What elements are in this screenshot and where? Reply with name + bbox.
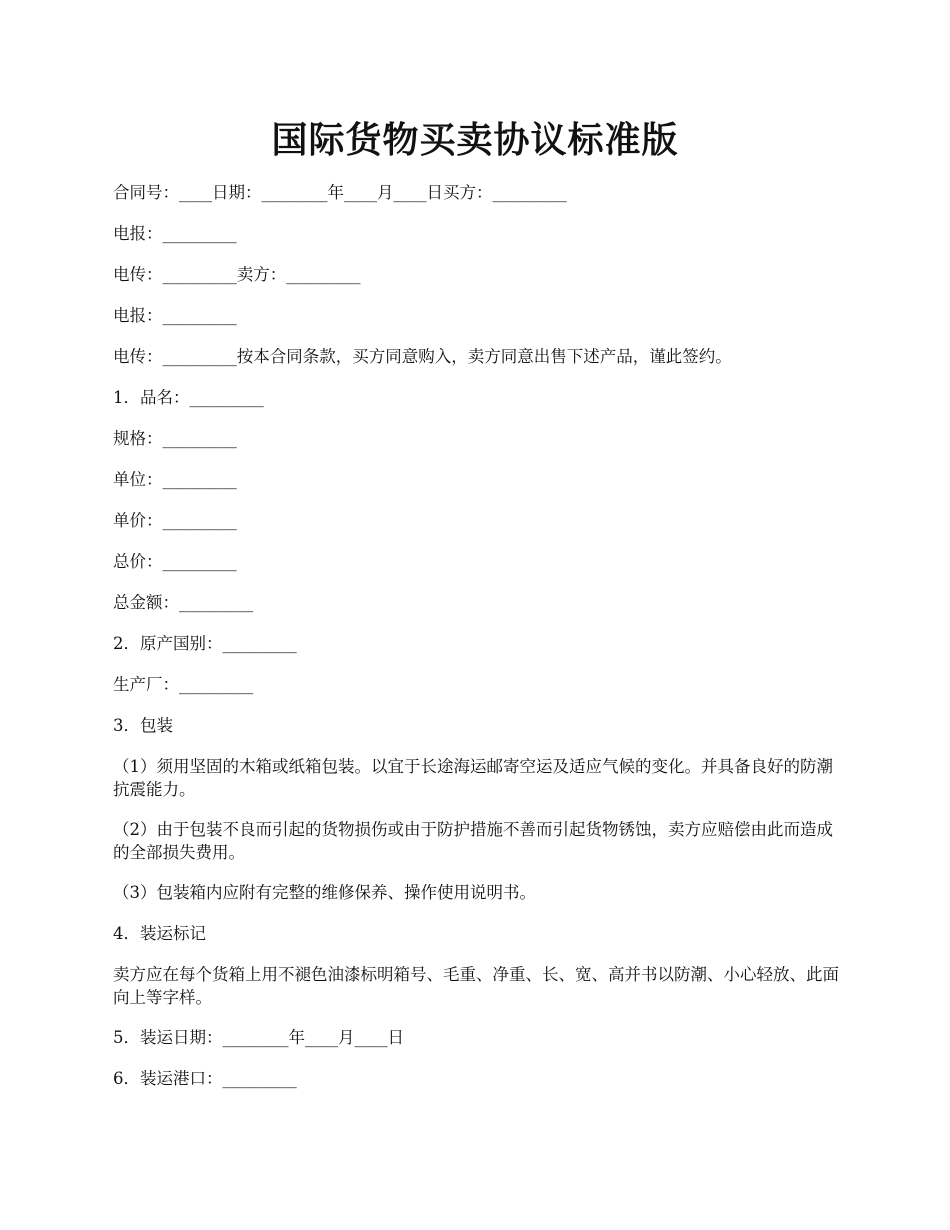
packing-clause-2: （2）由于包装不良而引起的货物损伤或由于防护措施不善而引起货物锈蚀，卖方应赔偿由此而造成的全部损失费用。 [113, 820, 833, 862]
contract-header-line: 合同号：____日期：________年____月____日买方：_________ [113, 183, 567, 202]
unit-price-line: 单价：_________ [113, 511, 237, 530]
packing-clause-1: （1）须用坚固的木箱或纸箱包装。以宜于长途海运邮寄空运及适应气候的变化。并具备良好的防潮抗震能力。 [113, 757, 833, 799]
buyer-fax-seller-line: 电传：_________卖方：_________ [113, 265, 361, 284]
buyer-telegram-line: 电报：_________ [113, 224, 237, 243]
seller-telegram-line: 电报：_________ [113, 306, 237, 325]
unit-line: 单位：_________ [113, 470, 237, 489]
packing-clause-3: （3）包装箱内应附有完整的维修保养、操作使用说明书。 [113, 883, 536, 902]
seller-fax-agreement-line: 电传：_________按本合同条款，买方同意购入，卖方同意出售下述产品，谨此签约。 [113, 347, 732, 366]
port-of-shipment-line: 6．装运港口：_________ [113, 1069, 297, 1088]
total-amount-line: 总金额：_________ [113, 593, 254, 612]
shipping-marks-clause: 卖方应在每个货箱上用不褪色油漆标明箱号、毛重、净重、长、宽、高并书以防潮、小心轻放、此面向上等字样。 [113, 965, 839, 1007]
document-title: 国际货物买卖协议标准版 [271, 119, 679, 161]
shipment-date-line: 5．装运日期：________年____月____日 [113, 1028, 404, 1047]
product-name-line: 1．品名：_________ [113, 388, 264, 407]
country-of-origin-line: 2．原产国别：_________ [113, 634, 297, 653]
manufacturer-line: 生产厂：_________ [113, 675, 254, 694]
document-body [113, 181, 843, 1108]
specification-line: 规格：_________ [113, 429, 237, 448]
total-price-line: 总价：_________ [113, 552, 237, 571]
packing-heading: 3．包装 [113, 716, 173, 735]
shipping-marks-heading: 4．装运标记 [113, 924, 206, 943]
